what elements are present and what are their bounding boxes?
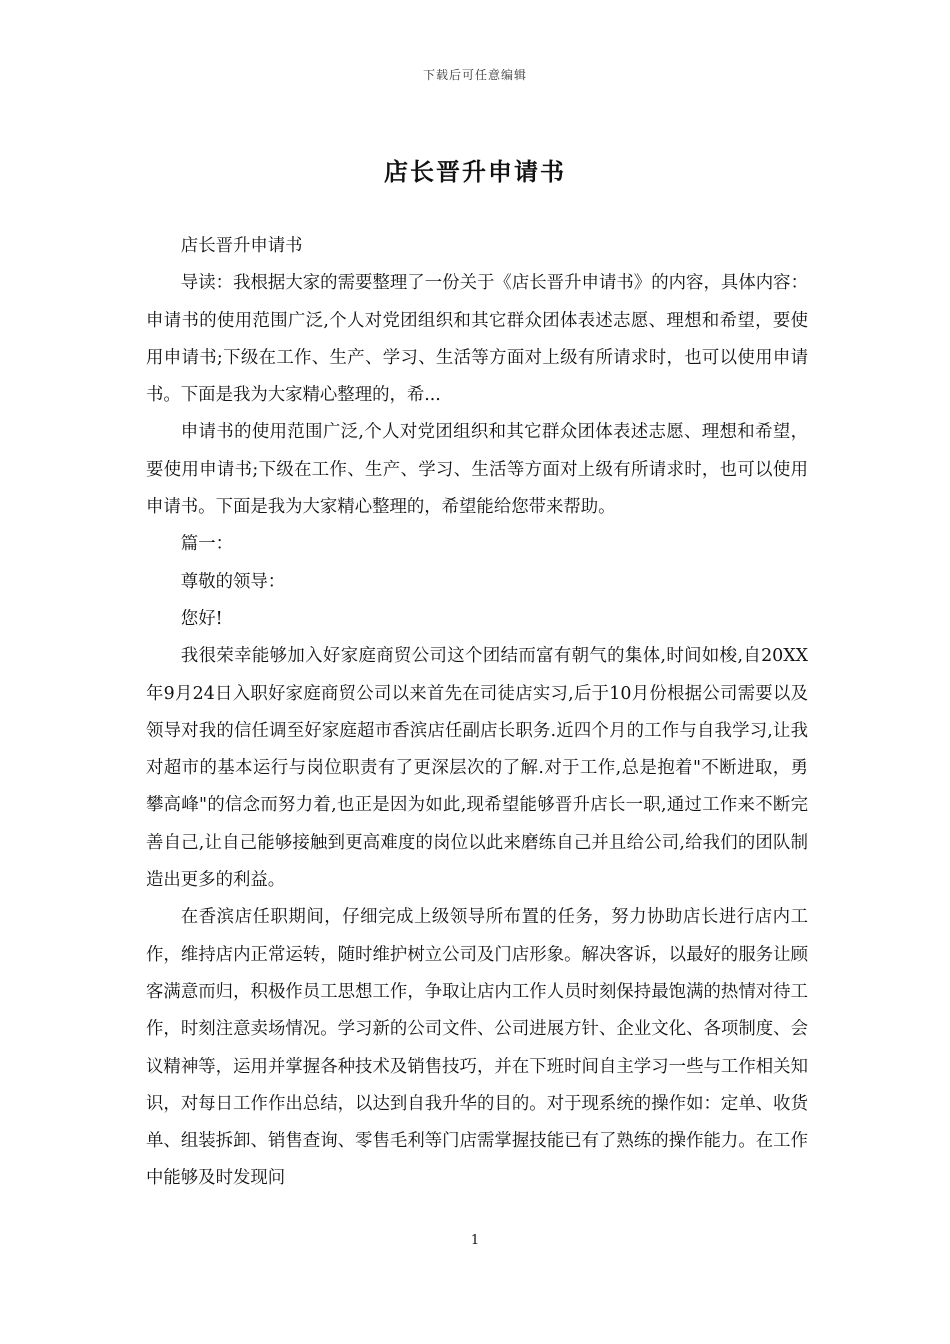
header-note: 下载后可任意编辑 <box>422 68 527 82</box>
document-body <box>146 228 808 1198</box>
paragraph-body-1: 我很荣幸能够加入好家庭商贸公司这个团结而富有朝气的集体,时间如梭,自20XX年9月24日入职好家庭商贸公司以来首先在司徒店实习,后于10月份根据公司需要以及领导对我的信任调至好家庭超市香滨店任副店长职务.近四个月的工作与自我学习,让我对超市的基本运行与岗位职责有了更深层次的了解.对于工作,总是抱着"不断进取，勇攀高峰"的信念而努力着,也正是因为如此,现希望能够晋升店长一职,通过工作来不断完善自己,让自己能够接触到更高难度的岗位以此来磨练自己并且给公司,给我们的团队制造出更多的利益。 <box>146 646 808 891</box>
paragraph-chapter-label: 篇一： <box>180 534 233 555</box>
page-number: 1 <box>470 1233 480 1248</box>
paragraph-greeting: 您好! <box>180 608 223 629</box>
paragraph-intro: 导读：我根据大家的需要整理了一份关于《店长晋升申请书》的内容，具体内容：申请书的使用范围广泛,个人对党团组织和其它群众团体表述志愿、理想和希望，要使用申请书;下级在工作、生产、学习、生活等方面对上级有所请求时，也可以使用申请书。下面是我为大家精心整理的，希... <box>146 273 808 406</box>
paragraph-scope: 申请书的使用范围广泛,个人对党团组织和其它群众团体表述志愿、理想和希望，要使用申请书;下级在工作、生产、学习、生活等方面对上级有所请求时，也可以使用申请书。下面是我为大家精心整理的，希望能给您带来帮助。 <box>146 422 808 518</box>
document-title: 店长晋升申请书 <box>384 157 566 186</box>
paragraph-subtitle: 店长晋升申请书 <box>180 236 303 256</box>
paragraph-body-2: 在香滨店任职期间，仔细完成上级领导所布置的任务，努力协助店长进行店内工作，维持店内正常运转，随时维护树立公司及门店形象。解决客诉，以最好的服务让顾客满意而归，积极作员工思想工作，争取让店内工作人员时刻保持最饱满的热情对待工作，时刻注意卖场情况。学习新的公司文件、公司进展方针、企业文化、各项制度、会议精神等，运用并掌握各种技术及销售技巧，并在下班时间自主学习一些与工作相关知识，对每日工作作出总结，以达到自我升华的目的。对于现系统的操作如：定单、收货单、组装拆卸、销售查询、零售毛利等门店需掌握技能已有了熟练的操作能力。在工作中能够及时发现问 <box>146 907 808 1189</box>
paragraph-salutation: 尊敬的领导： <box>180 571 286 592</box>
